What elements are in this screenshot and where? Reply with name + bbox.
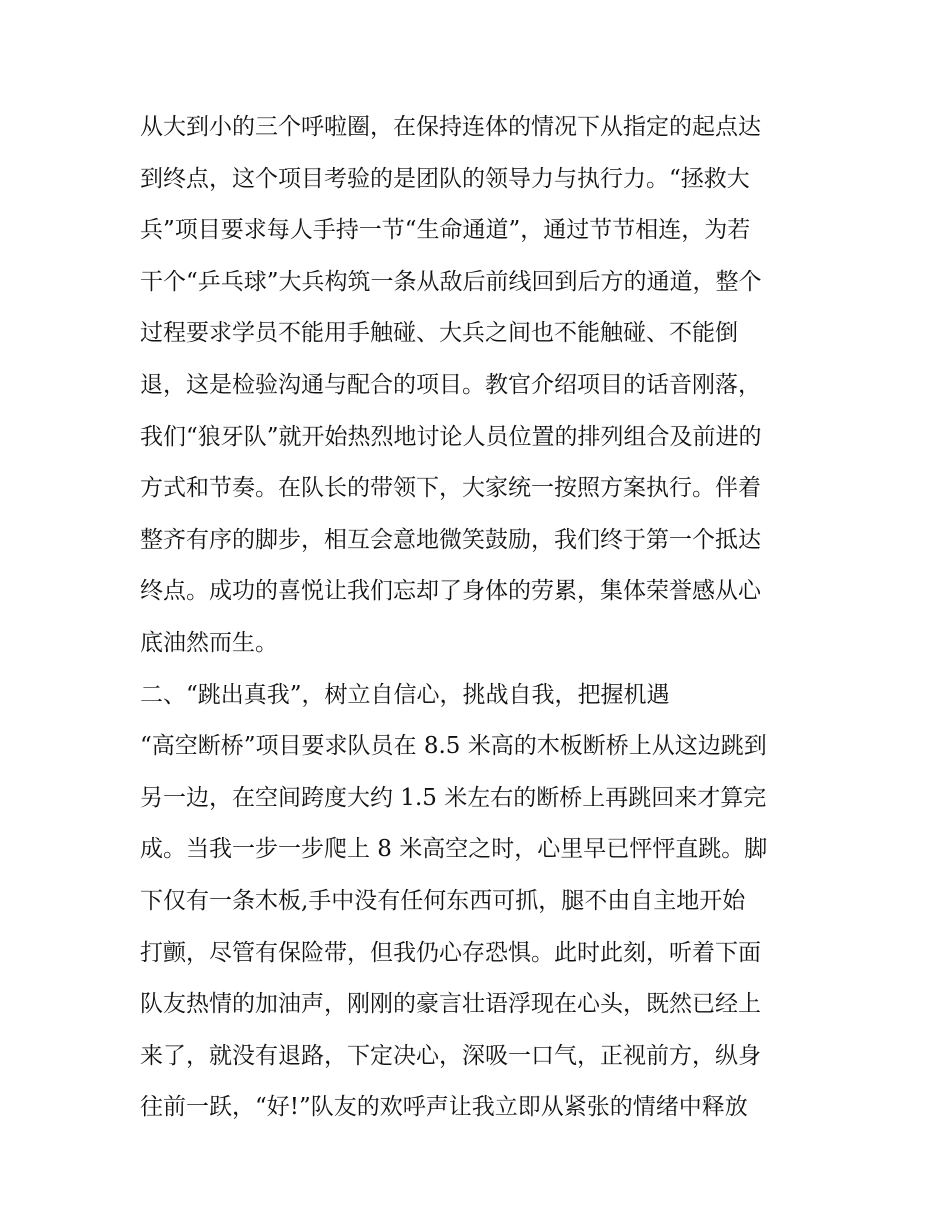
text-line: 往前一跃，“好!”队友的欢呼声让我立即从紧张的情绪中释放 [140,1094,748,1121]
text-line: 退，这是检验沟通与配合的项目。教官介绍项目的话音刚落， [140,371,761,398]
text-line: 整齐有序的脚步，相互会意地微笑鼓励，我们终于第一个抵达 [140,526,761,553]
body-text [140,102,830,1134]
text-line: 另一边，在空间跨度大约 1.5 米左右的断桥上再跳回来才算完 [140,784,767,811]
text-line: 过程要求学员不能用手触碰、大兵之间也不能触碰、不能倒 [140,320,738,347]
text-line: 干个“乒乓球”大兵构筑一条从敌后前线回到后方的通道，整个 [140,268,762,295]
text-line: 从大到小的三个呼啦圈，在保持连体的情况下从指定的起点达 [140,114,761,140]
text-line: 终点。成功的喜悦让我们忘却了身体的劳累，集体荣誉感从心 [140,578,761,605]
text-line: 底油然而生。 [140,629,278,656]
section-heading: 二、“跳出真我”，树立自信心，挑战自我，把握机遇 [140,681,670,708]
text-line: 成。当我一步一步爬上 8 米高空之时，心里早已怦怦直跳。脚 [140,836,768,863]
text-line: 到终点，这个项目考验的是团队的领导力与执行力。“拯救大 [140,165,750,192]
text-line: 打颤，尽管有保险带，但我仍心存恐惧。此时此刻，听着下面 [140,939,761,966]
text-line: 兵”项目要求每人手持一节“生命通道”，通过节节相连，为若 [140,217,751,244]
text-line: 队友热情的加油声，刚刚的豪言壮语浮现在心头，既然已经上 [140,991,761,1018]
text-line: 来了，就没有退路，下定决心，深吸一口气，正视前方，纵身 [140,1042,761,1069]
text-line: 我们“狼牙队”就开始热烈地讨论人员位置的排列组合及前进的 [140,423,762,450]
text-line: “高空断桥”项目要求队员在 8.5 米高的木板断桥上从这边跳到 [140,733,767,760]
text-line: 下仅有一条木板,手中没有任何东西可抓，腿不由自主地开始 [140,887,746,914]
text-line: 方式和节奏。在队长的带领下，大家统一按照方案执行。伴着 [140,475,761,502]
